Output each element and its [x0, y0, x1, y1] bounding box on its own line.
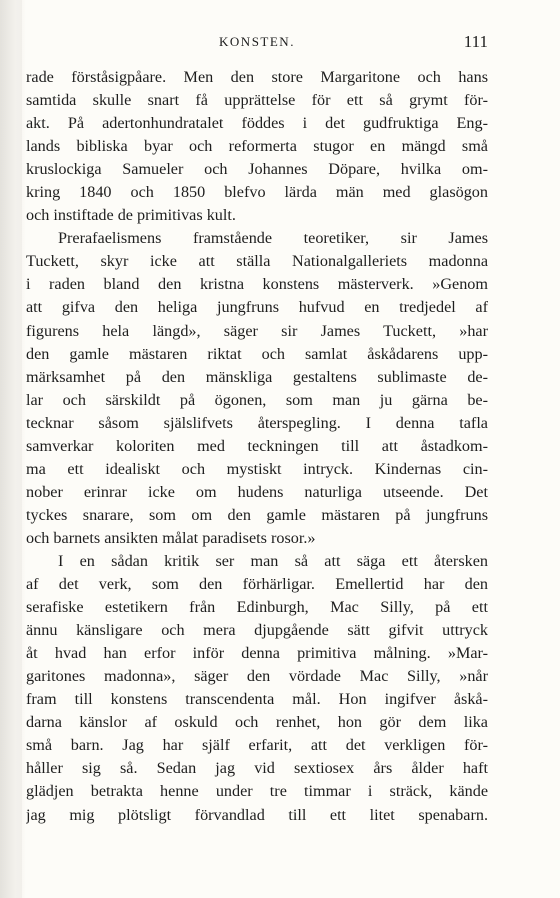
text-line: ännu känsligare och mera djupgående sätt gifvit uttryck	[26, 621, 488, 640]
text-line: akt. På adertonhundratalet föddes i det gudfruktiga Eng-	[26, 114, 488, 133]
text-line: att gifva den heliga jungfruns hufvud en tredjedel af	[26, 298, 488, 317]
page-number: 111	[463, 32, 488, 51]
text-line: serafiske estetikern från Edinburgh, Mac Silly, på ett	[26, 598, 488, 617]
text-line: darna känslor af oskuld och renhet, hon gör dem lika	[26, 713, 488, 732]
text-line: den gamle mästaren riktat och samlat åskådarens upp-	[26, 344, 488, 363]
text-line: Tuckett, skyr icke att ställa Nationalgalleriets madonna	[26, 252, 488, 271]
text-line: samtida skulle snart få upprättelse för ett så grymt för-	[26, 91, 488, 110]
binding-gutter	[0, 0, 26, 898]
page-header	[26, 34, 488, 58]
text-line: nober erinrar icke om hudens naturliga utseende. Det	[26, 482, 488, 501]
text-line: kruslockiga Samueler och Johannes Döpare, hvilka om-	[26, 160, 488, 179]
text-line: rade förståsigpåare. Men den store Margaritone och hans	[26, 68, 488, 86]
text-line: håller sig så. Sedan jag vid sextiosex års ålder haft	[26, 759, 488, 778]
text-line: och barnets ansikten målat paradisets rosor.»	[26, 528, 316, 547]
text-line: af det verk, som den förhärligar. Emellertid har den	[26, 575, 488, 594]
text-line: små barn. Jag har själf erfarit, att det verkligen för-	[26, 736, 488, 755]
text-line: tecknar såsom själslifvets återspegling. I denna tafla	[26, 413, 488, 432]
text-line: garitones madonna», säger den vördade Mac Silly, »når	[26, 667, 488, 686]
text-line: lands bibliska byar och reformerta stugor en mängd små	[26, 137, 488, 156]
text-line: och instiftade de primitivas kult.	[26, 206, 236, 225]
text-line: fram till konstens transcendenta mål. Hon ingifver åskå-	[26, 690, 488, 709]
text-line: glädjen betrakta henne under tre timmar i sträck, kände	[26, 782, 488, 801]
text-line: figurens hela längd», säger sir James Tuckett, »har	[26, 321, 488, 340]
running-head: KONSTEN.	[219, 34, 295, 49]
text-line: samverkar koloriten med teckningen till att åstadkom-	[26, 436, 488, 455]
text-line: ma ett idealiskt och mystiskt intryck. Kindernas cin-	[26, 459, 488, 478]
text-line: åt hvad han erfor inför denna primitiva målning. »Mar-	[26, 644, 488, 663]
text-line: lar och särskildt på ögonen, som man ju gärna be-	[26, 390, 488, 409]
text-line: kring 1840 och 1850 blefvo lärda män med glasögon	[26, 183, 488, 202]
text-line: jag mig plötsligt förvandlad till ett litet spenabarn.	[26, 805, 488, 824]
body-text	[26, 66, 488, 827]
text-line: i raden bland den kristna konstens mästerverk. »Genom	[26, 275, 488, 294]
text-line: I en sådan kritik ser man så att säga ett återsken	[58, 551, 488, 570]
text-line: tyckes snarare, som om den gamle mästaren på jungfruns	[26, 505, 488, 524]
text-line: Prerafaelismens framstående teoretiker, sir James	[58, 229, 488, 248]
text-line: märksamhet på den mänskliga gestaltens sublimaste de-	[26, 367, 488, 386]
